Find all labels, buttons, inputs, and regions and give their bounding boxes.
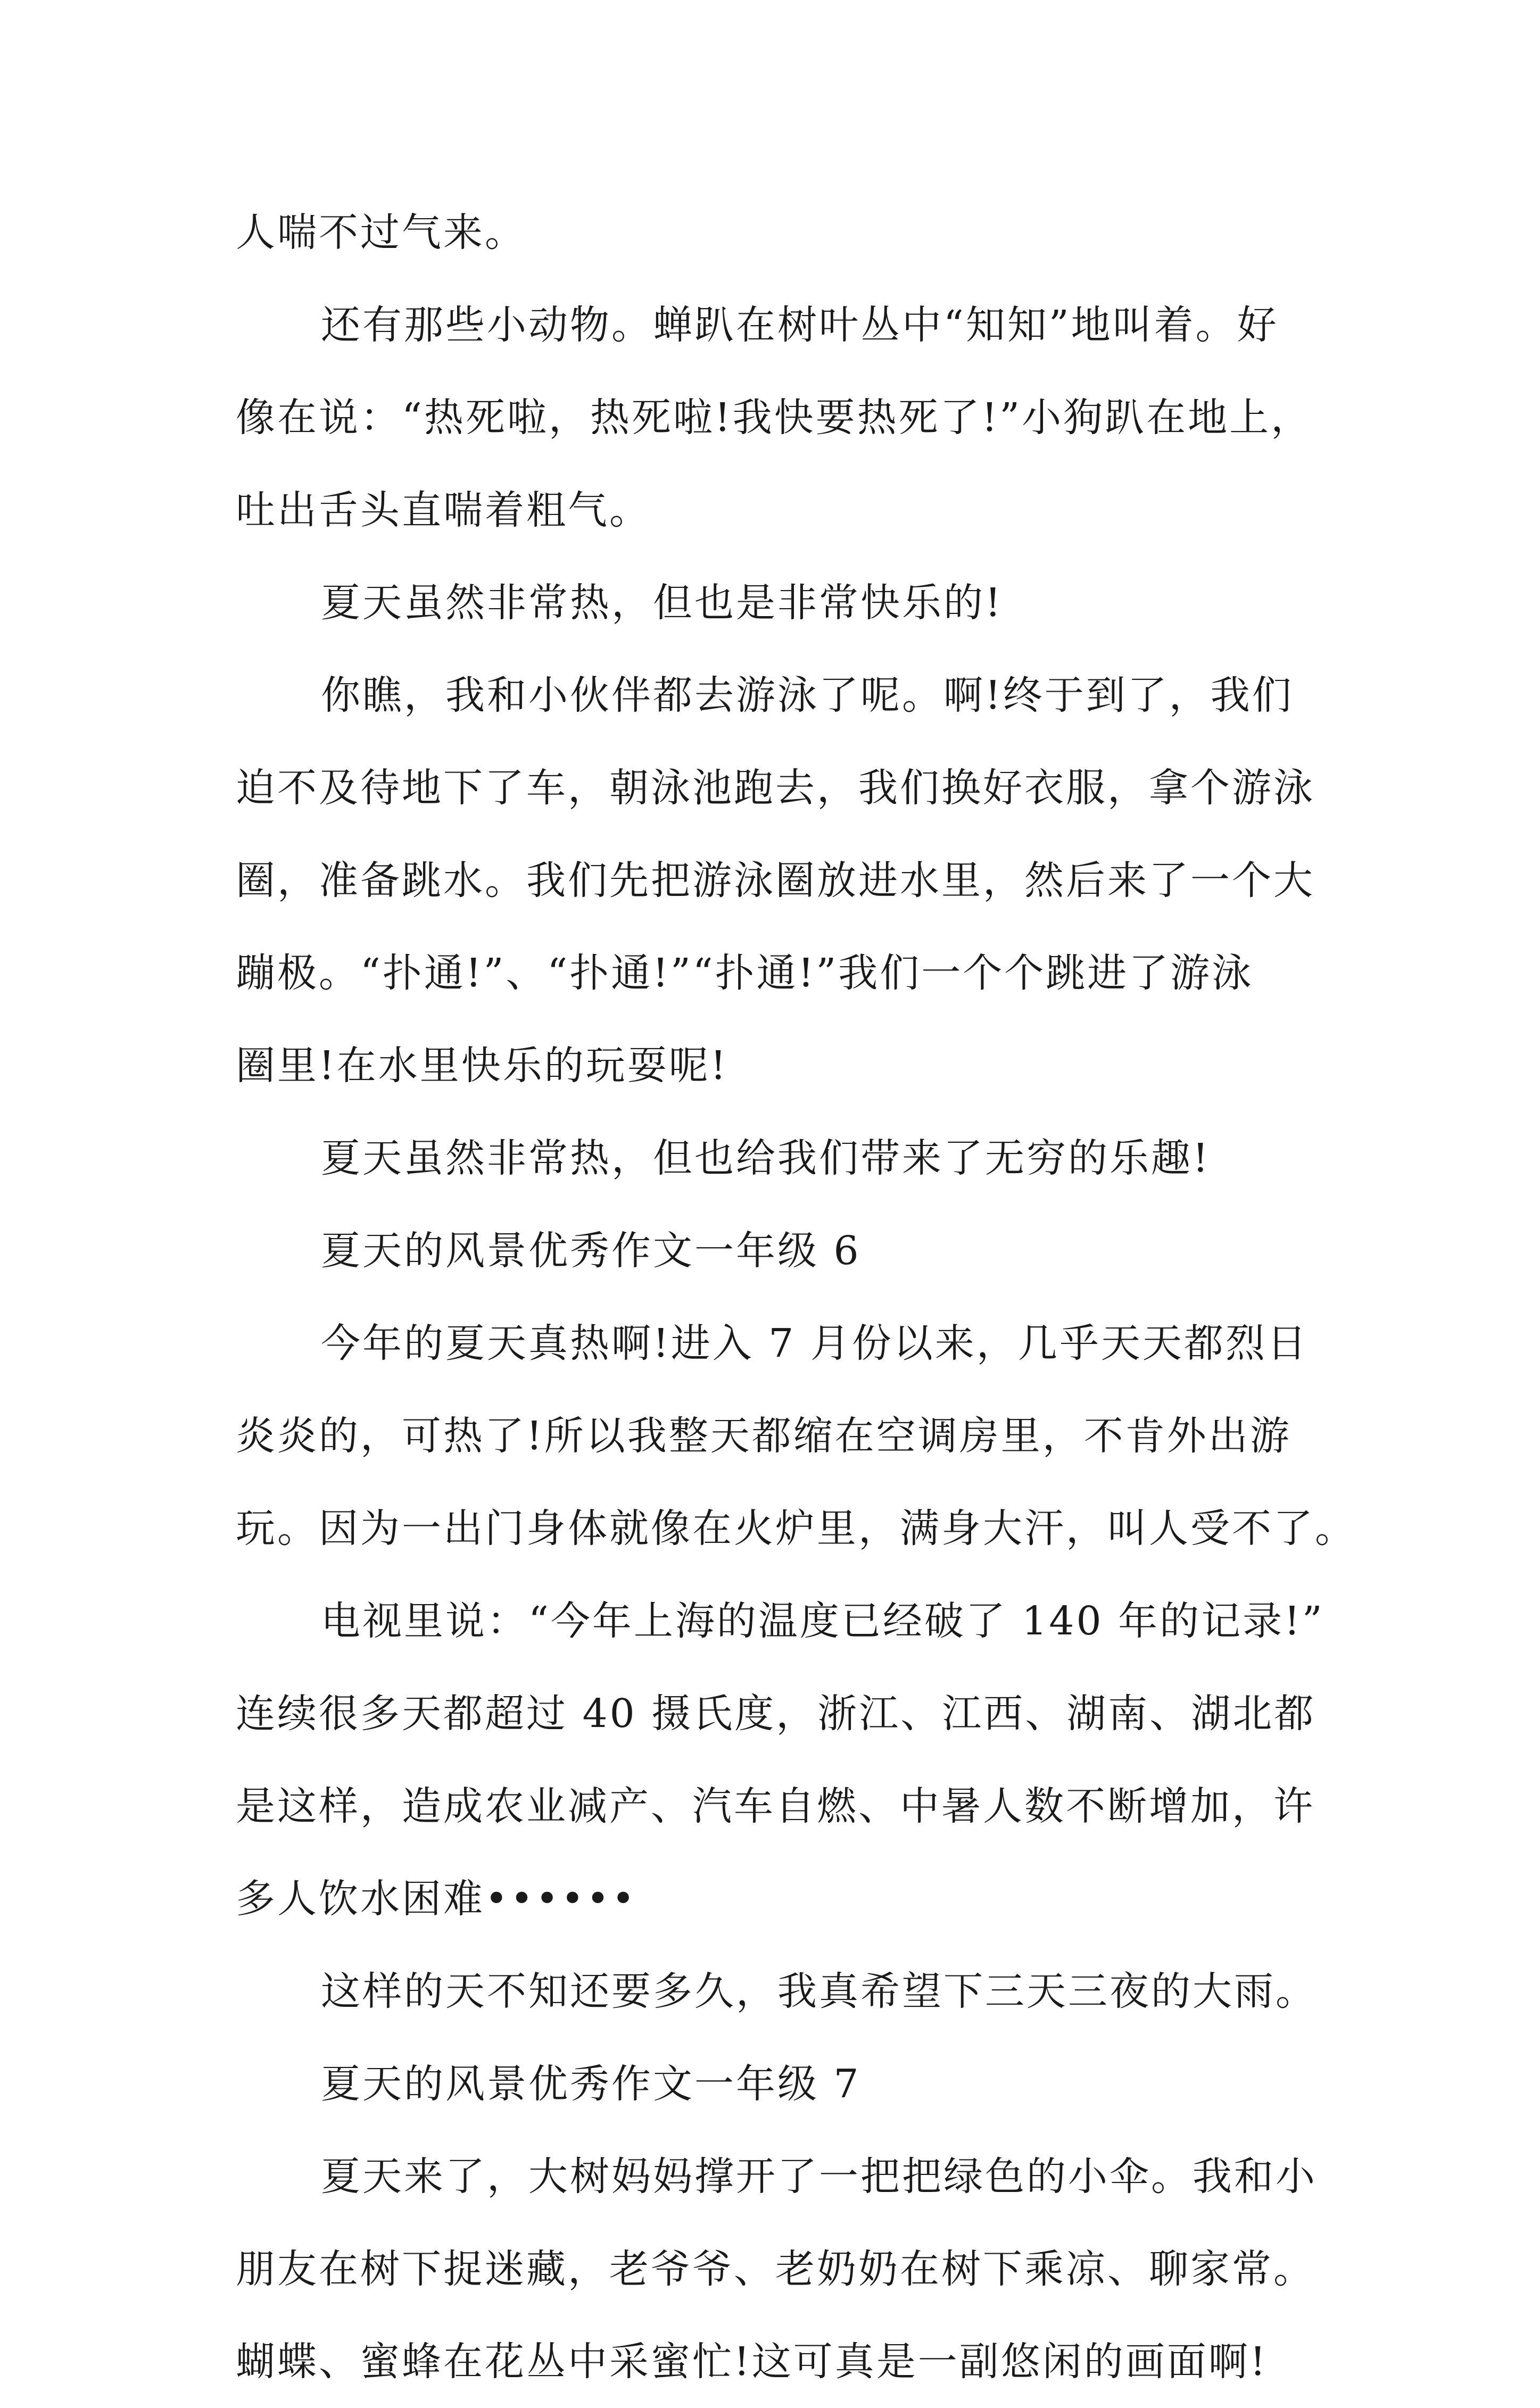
text-line: 圈里!在水里快乐的玩耍呢! (236, 1043, 728, 1089)
section-heading: 夏天的风景优秀作文一年级 7 (321, 2061, 861, 2107)
text-line: 你瞧，我和小伙伴都去游泳了呢。啊!终于到了，我们 (321, 672, 1294, 718)
text-line: 玩。因为一出门身体就像在火炉里，满身大汗，叫人受不了。 (236, 1506, 1356, 1551)
text-line: 像在说：“热死啦，热死啦!我快要热死了!”小狗趴在地上， (236, 395, 1313, 441)
text-line: 还有那些小动物。蝉趴在树叶丛中“知知”地叫着。好 (321, 302, 1279, 348)
text-line: 多人饮水困难•••••• (236, 1876, 637, 1922)
section-heading: 夏天的风景优秀作文一年级 6 (321, 1228, 861, 1274)
text-line: 迫不及待地下了车，朝泳池跑去，我们换好衣服，拿个游泳 (236, 765, 1315, 811)
text-line: 蹦极。“扑通!”、“扑通!”“扑通!”我们一个个跳进了游泳 (236, 950, 1254, 996)
document-body (236, 186, 1356, 2408)
text-line: 夏天虽然非常热，但也是非常快乐的! (321, 580, 1003, 626)
text-line: 夏天来了，大树妈妈撑开了一把把绿色的小伞。我和小 (321, 2154, 1317, 2199)
text-line: 夏天虽然非常热，但也给我们带来了无穷的乐趣! (321, 1135, 1211, 1181)
text-line: 朋友在树下捉迷藏，老爷爷、老奶奶在树下乘凉、聊家常。 (236, 2246, 1315, 2292)
text-line: 吐出舌头直喘着粗气。 (236, 487, 651, 533)
text-line: 人喘不过气来。 (236, 210, 526, 255)
text-line: 电视里说：“今年上海的温度已经破了 140 年的记录!” (321, 1598, 1324, 1644)
text-line: 蝴蝶、蜜蜂在花丛中采蜜忙!这可真是一副悠闲的画面啊! (236, 2339, 1268, 2385)
text-line: 连续很多天都超过 40 摄氏度，浙江、江西、湖南、湖北都 (236, 1691, 1316, 1737)
text-line: 今年的夏天真热啊!进入 7 月份以来，几乎天天都烈日 (321, 1321, 1309, 1366)
text-line: 圈，准备跳水。我们先把游泳圈放进水里，然后来了一个大 (236, 858, 1315, 903)
text-line: 炎炎的，可热了!所以我整天都缩在空调房里，不肯外出游 (236, 1413, 1291, 1459)
text-line: 这样的天不知还要多久，我真希望下三天三夜的大雨。 (321, 1969, 1317, 2014)
text-line: 是这样，造成农业减产、汽车自燃、中暑人数不断增加，许 (236, 1783, 1315, 1829)
